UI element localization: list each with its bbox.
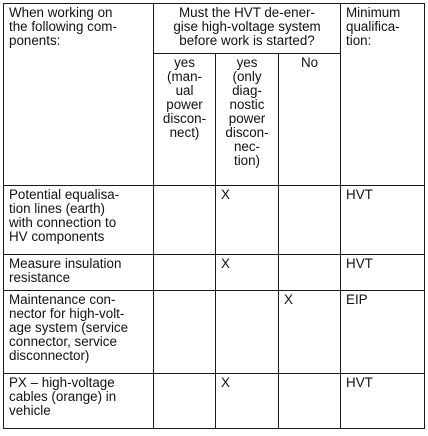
text-line: power [228,111,266,126]
qualification-cell: HVT [341,374,425,429]
qualification-cell: EIP [341,291,425,374]
component-cell [4,255,154,291]
yes-manual-cell [154,255,216,291]
yes-manual-cell [154,291,216,374]
text-line: tion) [233,153,261,168]
subheader-no [279,54,341,186]
qualification-cell: HVT [341,186,425,255]
text-line: power [166,97,203,112]
no-cell: X [279,291,341,374]
text-line: Maintenance con- [9,292,116,307]
header-row [4,4,425,54]
text-line: nec- [233,139,261,154]
text-line: No [300,55,319,70]
text-line: gise high-voltage system [173,19,321,34]
header-deenergise-question [154,4,341,54]
yes-diagnostic-cell: X [216,186,279,255]
text-line: cables (orange) in [9,389,117,404]
no-cell [279,186,341,255]
yes-diagnostic-cell [216,291,279,374]
text-line: yes [236,55,258,70]
yes-manual-cell [154,374,216,429]
text-line: age system (service [9,320,129,335]
subheader-yes-manual [154,54,216,186]
text-line: connector, service [9,334,117,349]
text-line: resistance [9,270,71,285]
hvt-requirements-table [3,3,425,429]
text-line: ual [175,83,194,98]
text-line: the following com- [9,19,117,34]
text-line: ponents: [9,33,61,48]
text-line: nect) [169,125,200,140]
text-line: vehicle [9,403,51,418]
text-line: HV components [9,229,105,244]
text-line: nostic [229,97,265,112]
text-line: When working on [9,5,113,20]
table-row [4,255,425,291]
yes-manual-cell [154,186,216,255]
no-cell [279,374,341,429]
component-cell [4,291,154,374]
yes-diagnostic-cell: X [216,374,279,429]
text-line: with connection to [9,215,117,230]
header-min-qualification [341,4,425,186]
text-line: nector for high-volt- [9,306,125,321]
text-line: yes [174,55,195,70]
header-components [4,4,154,186]
text-line: Measure insulation [9,256,122,271]
no-cell [279,255,341,291]
text-line: tion lines (earth) [9,201,106,216]
text-line: PX – high-voltage [9,375,115,390]
table-row [4,291,425,374]
table-row [4,186,425,255]
text-line: discon- [225,125,269,140]
table-row [4,374,425,429]
text-line: (man- [167,69,202,84]
text-line: Must the HVT de-ener- [179,5,315,20]
text-line: before work is started? [179,33,315,48]
text-line: Potential equalisa- [9,187,120,202]
text-line: (only [232,69,262,84]
subheader-yes-diagnostic [216,54,279,186]
text-line: discon- [162,111,207,126]
text-line: diag- [232,83,262,98]
text-line: Minimum [346,5,401,20]
component-cell [4,374,154,429]
text-line: disconnector) [9,348,90,363]
qualification-cell: HVT [341,255,425,291]
yes-diagnostic-cell: X [216,255,279,291]
component-cell [4,186,154,255]
text-line: tion: [346,33,372,48]
text-line: qualifica- [346,19,400,34]
